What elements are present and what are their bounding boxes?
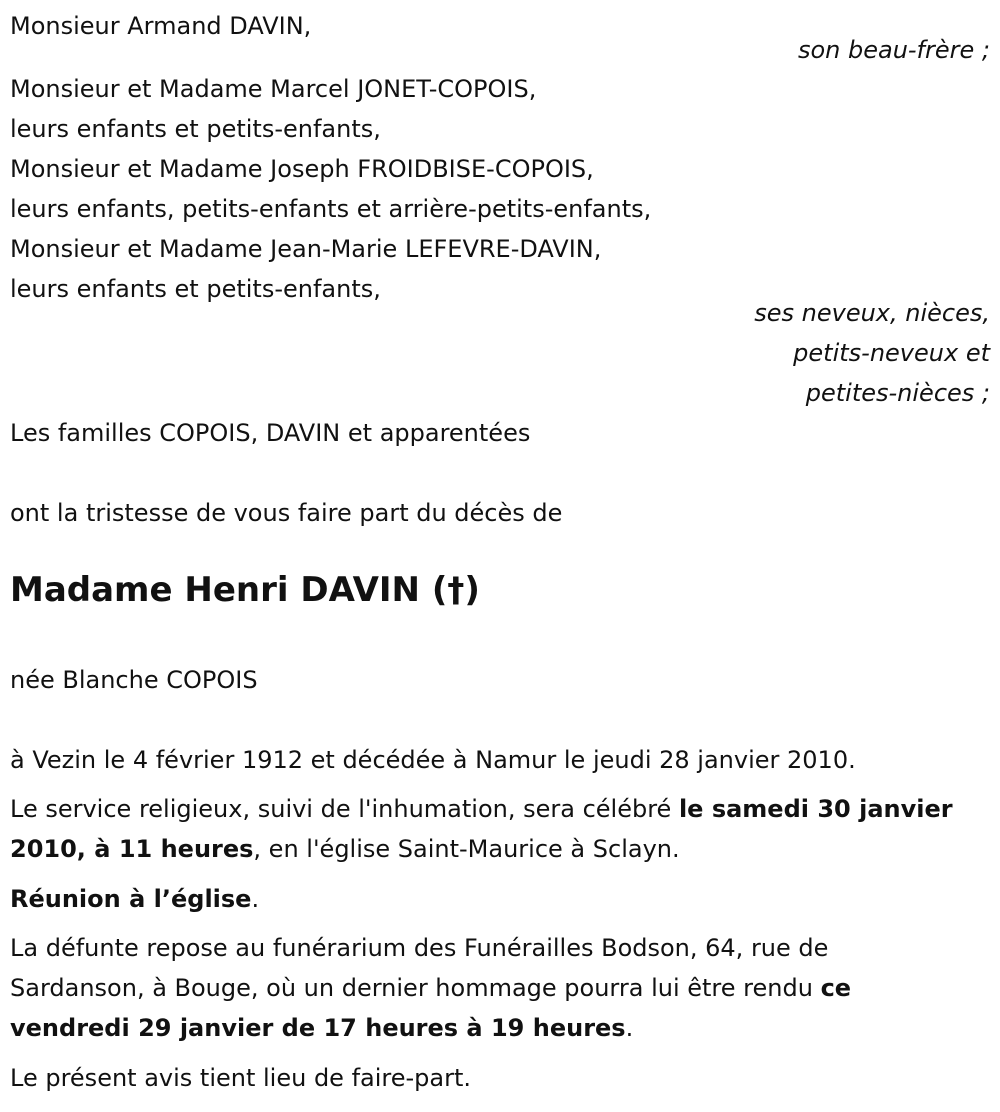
service-text-c: , en l'église Saint-Maurice à Sclayn. <box>253 835 680 863</box>
deceased-name: Madame Henri DAVIN (†) <box>10 570 480 610</box>
relation-neveux-3: petites-nièces ; <box>805 379 990 407</box>
family-line-jonet: Monsieur et Madame Marcel JONET-COPOIS, <box>10 75 537 103</box>
family-line-armand: Monsieur Armand DAVIN, <box>10 12 312 40</box>
family-line-froidbise: Monsieur et Madame Joseph FROIDBISE-COPOIS, <box>10 155 594 183</box>
service-text-a: Le service religieux, suivi de l'inhumation, sera célébré <box>10 795 679 823</box>
announcement-text: ont la tristesse de vous faire part du décès de <box>10 499 563 527</box>
repose-paragraph <box>10 928 970 1048</box>
service-paragraph <box>10 789 970 869</box>
reunion-paragraph <box>10 879 259 919</box>
reunion-text: Réunion à l’église <box>10 885 252 913</box>
relation-neveux-1: ses neveux, nièces, <box>754 299 990 327</box>
family-line-lefevre-children: leurs enfants et petits-enfants, <box>10 275 381 303</box>
family-line-jonet-children: leurs enfants et petits-enfants, <box>10 115 381 143</box>
family-line-lefevre: Monsieur et Madame Jean-Marie LEFEVRE-DAVIN, <box>10 235 602 263</box>
visitation-time: ce vendredi 29 janvier de 17 heures à 19 heures <box>10 974 852 1042</box>
family-line-froidbise-children: leurs enfants, petits-enfants et arrière-petits-enfants, <box>10 195 652 223</box>
closing-line: Le présent avis tient lieu de faire-part. <box>10 1064 472 1092</box>
repose-text-a: La défunte repose au funérarium des Funérailles Bodson, 64, rue de Sardanson, à Bouge, où un dernier hommage pourra lui être rendu <box>10 934 829 1002</box>
family-line-familles: Les familles COPOIS, DAVIN et apparentées <box>10 419 531 447</box>
service-date: le samedi 30 janvier 2010, à 11 heures <box>10 795 953 863</box>
relation-neveux-2: petits-neveux et <box>793 339 990 367</box>
maiden-name: née Blanche COPOIS <box>10 666 258 694</box>
reunion-period: . <box>251 885 260 913</box>
relation-beau-frere: son beau-frère ; <box>797 36 990 64</box>
birth-death-line: à Vezin le 4 février 1912 et décédée à Namur le jeudi 28 janvier 2010. <box>10 746 856 774</box>
repose-period: . <box>625 1014 634 1042</box>
